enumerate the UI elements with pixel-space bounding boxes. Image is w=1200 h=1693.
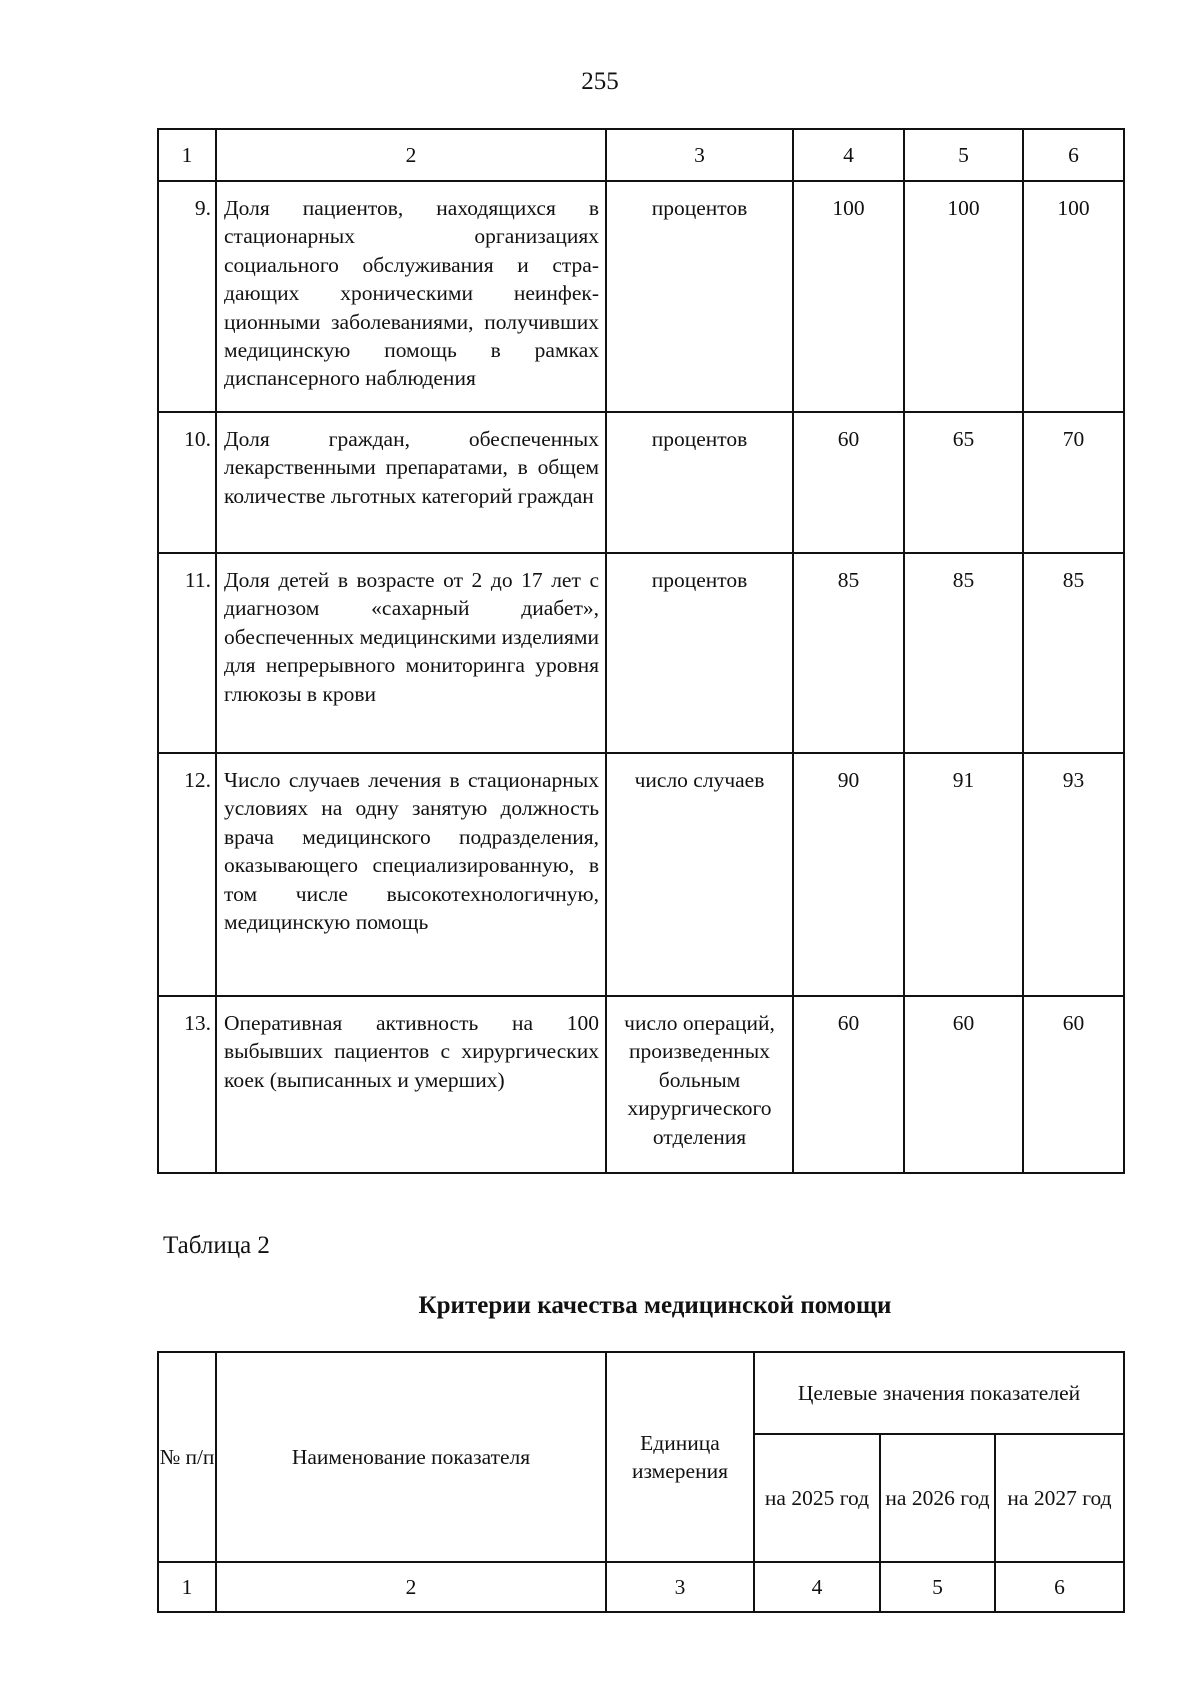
table-header-row <box>158 1352 1124 1434</box>
header-year-2025: на 2025 год <box>754 1434 880 1562</box>
header-year-2027: на 2027 год <box>995 1434 1124 1562</box>
indicator-name: Доля детей в возрасте от 2 до 17 лет с диагнозом «сахарный диабет», обеспеченных медицинскими изделиями для непрерывного мониторинга уровня глюкозы в крови <box>216 553 606 753</box>
table-row <box>158 412 1124 553</box>
column-number-4: 4 <box>793 129 904 181</box>
unit-of-measure: процентов <box>606 181 793 412</box>
row-number: 13. <box>158 996 216 1173</box>
row-number: 12. <box>158 753 216 996</box>
indicator-name: Оперативная активность на 100 выбывших пациентов с хирургических коек (выписанных и умерших) <box>216 996 606 1173</box>
unit-of-measure: процентов <box>606 553 793 753</box>
value-2026: 85 <box>904 553 1023 753</box>
header-indicator-name: Наименование показателя <box>216 1352 606 1562</box>
value-2027: 100 <box>1023 181 1124 412</box>
row-number: 10. <box>158 412 216 553</box>
value-2027: 85 <box>1023 553 1124 753</box>
value-2025: 60 <box>793 996 904 1173</box>
column-number-1: 1 <box>158 129 216 181</box>
column-number-3: 3 <box>606 129 793 181</box>
page-number: 255 <box>581 68 619 95</box>
table-row <box>158 996 1124 1173</box>
value-2027: 93 <box>1023 753 1124 996</box>
header-unit: Единица измерения <box>606 1352 754 1562</box>
value-2025: 90 <box>793 753 904 996</box>
indicator-name: Доля граждан, обеспеченных лекарственными препаратами, в общем количестве льготных категорий граждан <box>216 412 606 553</box>
column-number-1: 1 <box>158 1562 216 1612</box>
row-number: 9. <box>158 181 216 412</box>
table-caption: Таблица 2 <box>163 1232 270 1259</box>
header-year-2026: на 2026 год <box>880 1434 995 1562</box>
column-number-6: 6 <box>995 1562 1124 1612</box>
value-2026: 91 <box>904 753 1023 996</box>
indicator-name: Доля пациентов, находящихся в стационарных организациях социального обслуживания и страдающих хроническими неинфекционными заболеваниями, получивших медицинскую помощь в рамках диспансерного наблюдения <box>216 181 606 412</box>
column-number-5: 5 <box>904 129 1023 181</box>
unit-of-measure: число случаев <box>606 753 793 996</box>
value-2026: 65 <box>904 412 1023 553</box>
value-2027: 60 <box>1023 996 1124 1173</box>
column-number-2: 2 <box>216 129 606 181</box>
value-2025: 85 <box>793 553 904 753</box>
column-number-row <box>158 1562 1124 1612</box>
column-number-3: 3 <box>606 1562 754 1612</box>
indicator-name: Число случаев лечения в стационарных условиях на одну занятую должность врача медицинского подразделения, оказывающего специализированную, в том числе высокотехнологичную, медицинскую помощь <box>216 753 606 996</box>
value-2025: 60 <box>793 412 904 553</box>
column-number-5: 5 <box>880 1562 995 1612</box>
unit-of-measure: процентов <box>606 412 793 553</box>
column-number-4: 4 <box>754 1562 880 1612</box>
table-row <box>158 553 1124 753</box>
indicators-table <box>157 128 1125 1174</box>
quality-criteria-table <box>157 1351 1125 1613</box>
unit-of-measure: число операций, произведенных больным хирургического отделения <box>606 996 793 1173</box>
value-2025: 100 <box>793 181 904 412</box>
header-target-values: Целевые значения показателей <box>754 1352 1124 1434</box>
table-row <box>158 181 1124 412</box>
column-number-2: 2 <box>216 1562 606 1612</box>
column-number-6: 6 <box>1023 129 1124 181</box>
value-2026: 100 <box>904 181 1023 412</box>
table-title: Критерии качества медицинской помощи <box>418 1292 892 1319</box>
value-2027: 70 <box>1023 412 1124 553</box>
value-2026: 60 <box>904 996 1023 1173</box>
table-header-row <box>158 129 1124 181</box>
row-number: 11. <box>158 553 216 753</box>
table-row <box>158 753 1124 996</box>
header-number: № п/п <box>158 1352 216 1562</box>
